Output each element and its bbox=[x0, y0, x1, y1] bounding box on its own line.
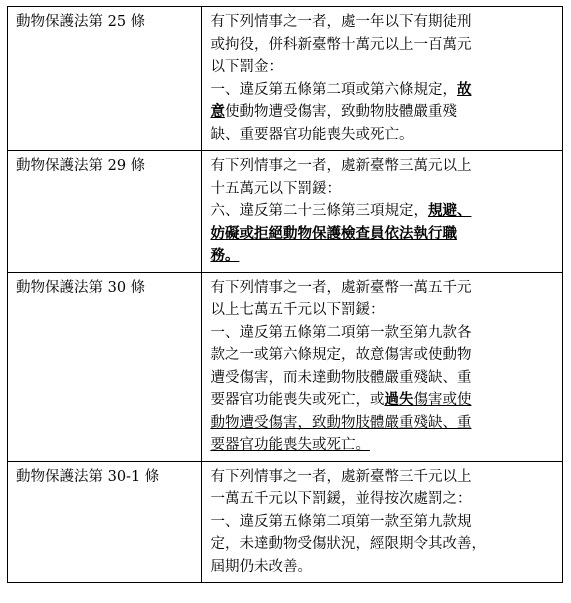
table-row bbox=[8, 7, 563, 151]
penalty-line bbox=[210, 11, 556, 34]
penalty-line bbox=[210, 178, 556, 201]
penalty-text: 一、違反第五條第二項第一款至第九款各 bbox=[210, 324, 472, 341]
emphasis-text: 故 bbox=[456, 80, 472, 98]
emphasis-text: 過失 bbox=[384, 391, 414, 408]
penalty-line bbox=[210, 389, 556, 412]
penalty-text: 缺、重要器官功能喪失或死亡。 bbox=[210, 126, 414, 143]
penalty-text: 六、違反第二十三條第三項規定， bbox=[210, 203, 428, 219]
penalty-text: 屆期仍未改善。 bbox=[210, 558, 312, 575]
penalty-text: 定，未達動物受傷狀況，經限期令其改善， bbox=[210, 536, 486, 552]
emphasis-text: 規避、 bbox=[427, 202, 472, 219]
penalty-line bbox=[210, 533, 556, 556]
emphasis-text: 意 bbox=[210, 103, 225, 120]
table-row bbox=[8, 272, 563, 461]
penalty-line bbox=[210, 322, 556, 345]
table-row bbox=[8, 461, 563, 583]
penalty-text: 以下罰金： bbox=[210, 59, 283, 75]
penalty-line bbox=[210, 124, 556, 147]
underlined-text: 動物遭受傷害，致動物肢體嚴重殘缺、重 bbox=[210, 414, 472, 431]
penalty-line bbox=[210, 367, 556, 390]
penalty-line bbox=[210, 556, 556, 579]
article-number: 動物保護法第 29 條 bbox=[16, 158, 146, 174]
penalty-text: 十五萬元以下罰鍰： bbox=[210, 180, 341, 197]
emphasis-text: 務。 bbox=[210, 247, 240, 264]
penalty-text: 有下列情事之一者，處新臺幣一萬五千元 bbox=[210, 279, 472, 296]
penalty-text: 有下列情事之一者，處一年以下有期徒刑 bbox=[210, 14, 472, 30]
penalty-line bbox=[210, 488, 556, 511]
penalty-text: 要器官功能喪失或死亡，或 bbox=[210, 392, 385, 408]
article-cell bbox=[8, 272, 202, 461]
emphasis-text: 妨礙或拒絕動物保護檢查員依法執行職 bbox=[210, 224, 457, 242]
penalty-line bbox=[210, 466, 556, 489]
article-number: 動物保護法第 30 條 bbox=[16, 279, 146, 296]
penalty-line bbox=[210, 412, 556, 435]
article-cell bbox=[8, 7, 202, 151]
penalty-provisions-table bbox=[7, 6, 563, 583]
penalty-line bbox=[210, 34, 556, 57]
article-number: 動物保護法第 25 條 bbox=[16, 14, 146, 30]
penalty-line bbox=[210, 223, 556, 246]
penalty-cell bbox=[202, 151, 563, 273]
penalty-line bbox=[210, 79, 556, 102]
penalty-text: 款之一或第六條規定，故意傷害或使動物 bbox=[210, 347, 472, 363]
penalty-line bbox=[210, 200, 556, 223]
underlined-text: 傷害或使 bbox=[413, 392, 472, 408]
article-number: 動物保護法第 30-1 條 bbox=[16, 468, 160, 485]
penalty-line bbox=[210, 101, 556, 124]
article-cell bbox=[8, 151, 202, 273]
penalty-line bbox=[210, 511, 556, 534]
penalty-text: 或拘役，併科新臺幣十萬元以上一百萬元 bbox=[210, 36, 472, 53]
penalty-line bbox=[210, 277, 556, 300]
penalty-line bbox=[210, 56, 556, 79]
penalty-text: 使動物遭受傷害，致動物肢體嚴重殘 bbox=[224, 104, 457, 120]
underlined-text: 要器官功能喪失或死亡。 bbox=[210, 437, 370, 453]
penalty-line bbox=[210, 434, 556, 457]
penalty-text: 有下列情事之一者，處新臺幣三萬元以上 bbox=[210, 158, 472, 174]
penalty-cell bbox=[202, 7, 563, 151]
penalty-cell bbox=[202, 272, 563, 461]
table-row bbox=[8, 151, 563, 273]
penalty-line bbox=[210, 245, 556, 268]
penalty-line bbox=[210, 299, 556, 322]
penalty-line bbox=[210, 155, 556, 178]
penalty-text: 一萬五千元以下罰鍰，並得按次處罰之： bbox=[210, 491, 472, 507]
penalty-text: 以上七萬五千元以下罰鍰： bbox=[210, 302, 385, 318]
article-cell bbox=[8, 461, 202, 583]
penalty-text: 有下列情事之一者，處新臺幣三千元以上 bbox=[210, 468, 472, 485]
penalty-text: 一、違反第五條第二項第一款至第九款規 bbox=[210, 513, 472, 530]
penalty-cell bbox=[202, 461, 563, 583]
penalty-line bbox=[210, 344, 556, 367]
penalty-text: 遭受傷害，而未達動物肢體嚴重殘缺、重 bbox=[210, 369, 472, 386]
penalty-text: 一、違反第五條第二項或第六條規定， bbox=[210, 81, 457, 98]
